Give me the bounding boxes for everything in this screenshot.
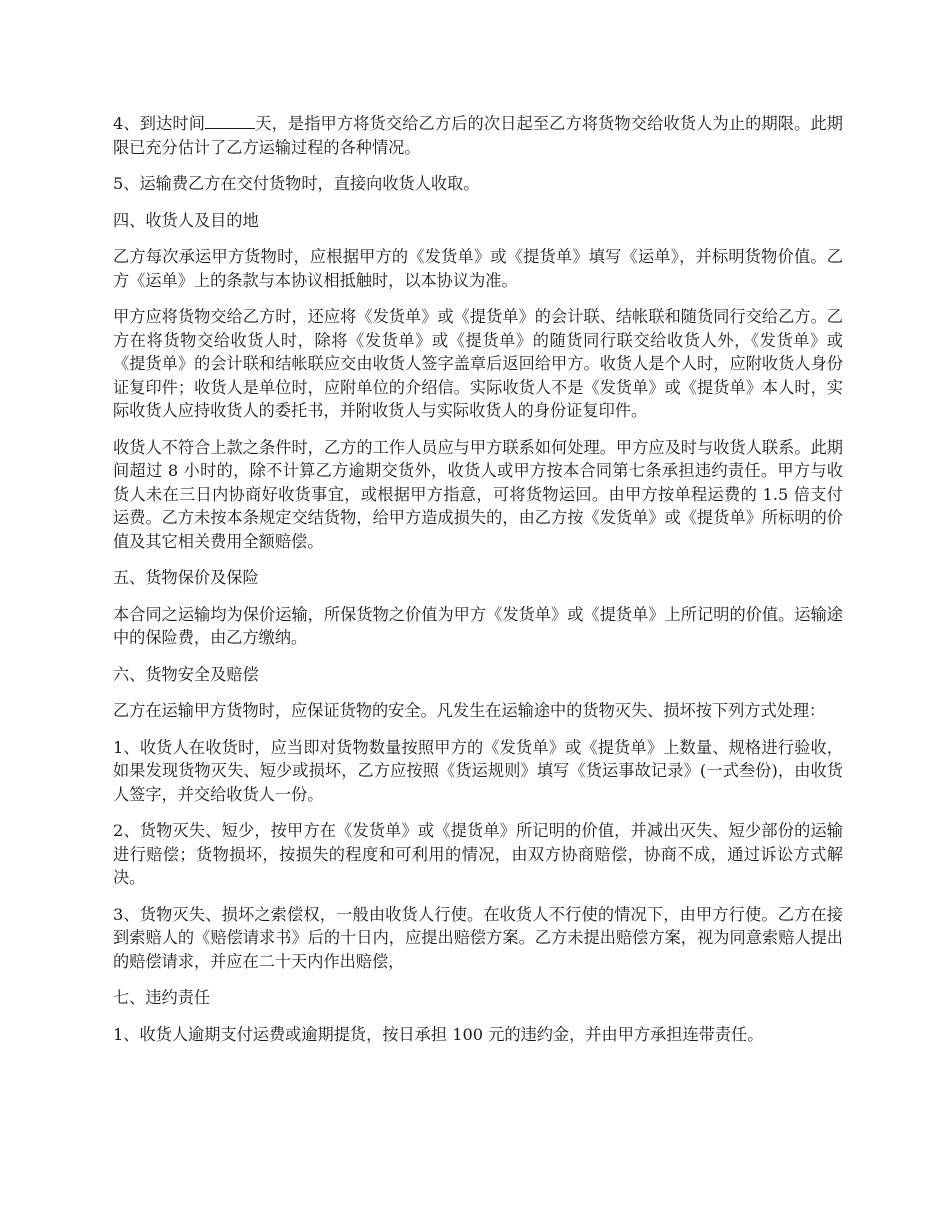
section-heading-liability: 七、违约责任 [113, 988, 211, 1007]
section-heading-safety: 六、货物安全及赔偿 [113, 664, 259, 684]
section-heading-consignee: 四、收货人及目的地 [113, 210, 259, 230]
clause-nonconforming-consignee: 收货人不符合上款之条件时，乙方的工作人员应与甲方联系如何处理。甲方应及时与收货人联系。此期间超过 8 小时的，除不计算乙方逾期交货外，收货人或甲方按本合同第七条承担违约责任。甲方与收货人未在三日内协商好收货事宜，或根据甲方指意，可将货物运回。由甲方按单程运费的 1.5 倍支付运费。乙方未按本条规定交结货物，给甲方造成损失的，由乙方按《发货单》或《提货单》所标明的价值及其它相关费用全额赔偿。 [113, 437, 843, 551]
clause-inspection: 1、收货人在收货时，应当即对货物数量按照甲方的《发货单》或《提货单》上数量、规格进行验收，如果发现货物灭失、短少或损坏，乙方应按照《货运规则》填写《货运事故记录》(一式叁份)，由收货人签字，并交给收货人一份。 [113, 737, 843, 804]
clause-arrival-time-prefix: 4、到达时间 [113, 114, 206, 133]
clause-late-payment: 1、收货人逾期支付运费或逾期提货，按日承担 100 元的违约金，并由甲方承担连带责任。 [113, 1024, 764, 1044]
section-heading-insurance: 五、货物保价及保险 [113, 568, 259, 587]
clause-waybill: 乙方每次承运甲方货物时，应根据甲方的《发货单》或《提货单》填写《运单》，并标明货物价值。乙方《运单》上的条款与本协议相抵触时，以本协议为准。 [113, 247, 843, 290]
clause-loss-compensation: 2、货物灭失、短少，按甲方在《发货单》或《提货单》所记明的价值，并减出灭失、短少部份的运输进行赔偿；货物损坏，按损失的程度和可利用的情况，由双方协商赔偿，协商不成，通过诉讼方式解决。 [113, 821, 843, 887]
clause-freight: 5、运输费乙方在交付货物时，直接向收货人收取。 [113, 174, 480, 193]
clause-safety-intro: 乙方在运输甲方货物时，应保证货物的安全。凡发生在运输途中的货物灭失、损坏按下列方式处理： [113, 701, 826, 720]
clause-claim-right: 3、货物灭失、损坏之索偿权，一般由收货人行使。在收货人不行使的情况下，由甲方行使。乙方在接到索赔人的《赔偿请求书》后的十日内，应提出赔偿方案。乙方未提出赔偿方案，视为同意索赔人提出的赔偿请求，并应在二十天内作出赔偿， [113, 904, 843, 971]
clause-arrival-time-suffix: 天，是指甲方将货交给乙方后的次日起至乙方将货物交给收货人为止的期限。此期限已充分估计了乙方运输过程的各种情况。 [113, 114, 843, 157]
document-body [113, 111, 843, 1059]
clause-insured-value: 本合同之运输均为保价运输，所保货物之价值为甲方《发货单》或《提货单》上所记明的价值。运输途中的保险费，由乙方缴纳。 [113, 604, 843, 647]
clause-delivery-documents: 甲方应将货物交给乙方时，还应将《发货单》或《提货单》的会计联、结帐联和随货同行交给乙方。乙方在将货物交给收货人时，除将《发货单》或《提货单》的随货同行联交给收货人外，《发货单》或《提货单》的会计联和结帐联应交由收货人签字盖章后返回给甲方。收货人是个人时，应附收货人身份证复印件；收货人是单位时，应附单位的介绍信。实际收货人不是《发货单》或《提货单》本人时，实际收货人应持收货人的委托书，并附收货人与实际收货人的身份证复印件。 [113, 307, 843, 420]
arrival-days-blank [205, 111, 255, 129]
clause-arrival-time [113, 111, 843, 159]
